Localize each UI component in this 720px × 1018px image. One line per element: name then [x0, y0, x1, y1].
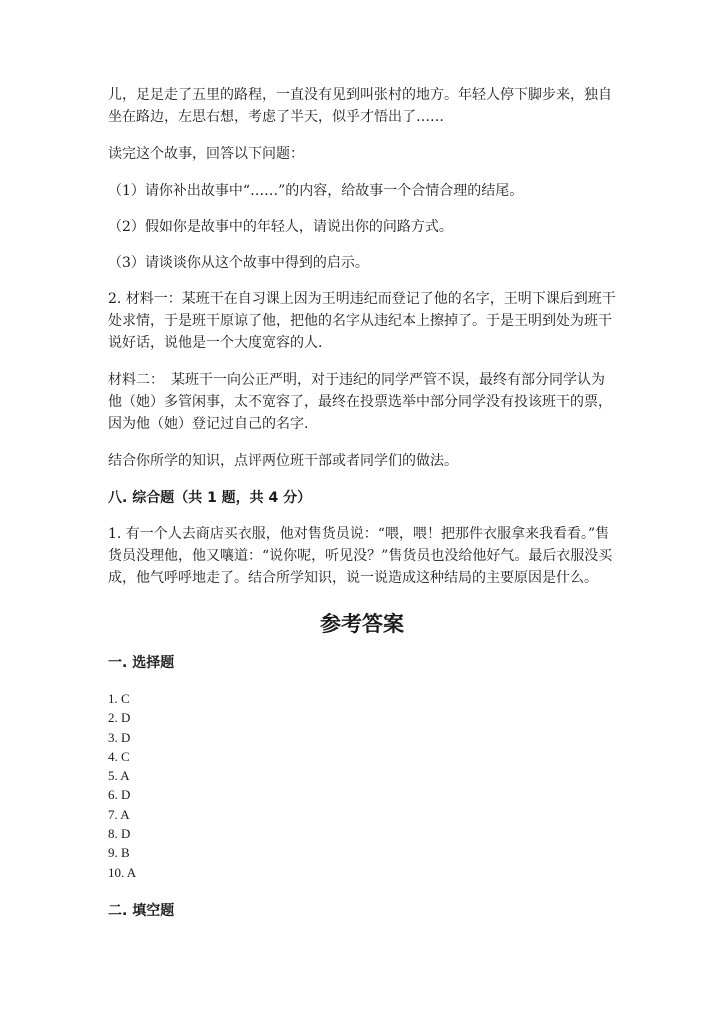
story-prompt: 读完这个故事，回答以下问题：	[108, 146, 304, 162]
answer-item: 8. D	[108, 826, 131, 842]
choice-section-heading: 一. 选择题	[108, 655, 175, 671]
section-8-heading: 八. 综合题（共 1 题，共 4 分）	[108, 490, 312, 506]
answer-item: 2. D	[108, 710, 131, 726]
story-question-3: （3）请谈谈你从这个故事中得到的启示。	[108, 255, 369, 271]
answer-item: 5. A	[108, 768, 130, 784]
fill-blank-section-heading: 二. 填空题	[108, 902, 175, 919]
section-8-question: 1. 有一个人去商店买衣服，他对售货员说：“喂，喂！把那件衣服拿来我看看。”售货员没理他，他又嚷道：“说你呢，听见没？”售货员也没给他好气。最后衣服没买成，他气呼呼地走了。结合所学知识，说一说造成这种结局的主要原因是什么。	[108, 526, 613, 586]
answer-item: 4. C	[108, 748, 130, 764]
answer-key-title: 参考答案	[320, 612, 404, 636]
answer-item: 7. A	[108, 806, 130, 822]
choice-answer-list	[108, 689, 616, 882]
story-question-1: （1）请你补出故事中“……”的内容，给故事一个合情合理的结尾。	[108, 183, 524, 199]
answer-item: 3. D	[108, 729, 131, 745]
story-question-2: （2）假如你是故事中的年轻人，请说出你的问路方式。	[108, 219, 453, 235]
answer-item: 1. C	[108, 691, 130, 706]
answer-item: 9. B	[108, 845, 130, 861]
answer-item: 10. A	[108, 864, 137, 880]
material-two: 材料二： 某班干一向公正严明，对于违纪的同学严管不误，最终有部分同学认为他（她）多管闲事，太不宽容了，最终在投票选举中部分同学没有投该班干的票，因为他（她）登记过自己的名字.	[108, 372, 612, 432]
material-one: 2. 材料一：某班干在自习课上因为王明违纪而登记了他的名字，王明下课后到班干处求情，于是班干原谅了他，把他的名字从违纪本上擦掉了。于是王明到处为班干说好话，说他是一个大度宽容的人.	[108, 291, 616, 351]
story-continuation: 儿，足足走了五里的路程，一直没有见到叫张村的地方。年轻人停下脚步来，独自坐在路边，左思右想，考虑了半天，似乎才悟出了……	[108, 87, 612, 125]
answer-item: 6. D	[108, 787, 131, 803]
material-ask: 结合你所学的知识，点评两位班干部或者同学们的做法。	[108, 453, 458, 469]
document-page	[108, 84, 616, 922]
